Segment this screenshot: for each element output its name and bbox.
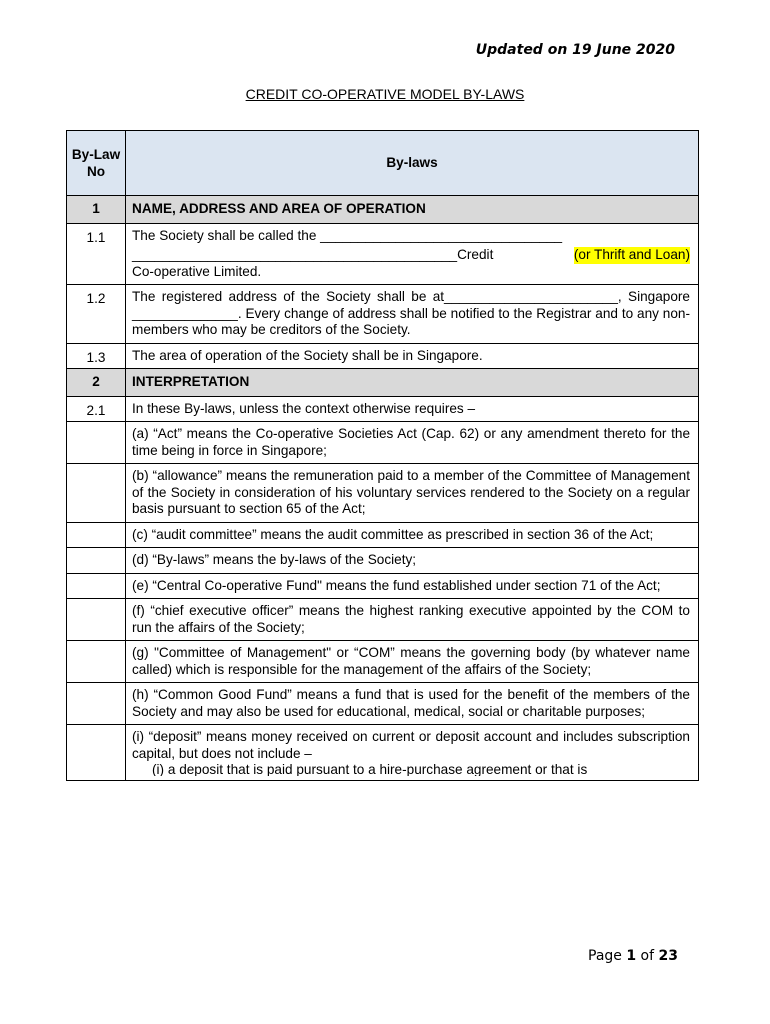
section-row	[67, 369, 699, 397]
thrift-loan-highlight: (or Thrift and Loan)	[573, 247, 690, 262]
table-row	[67, 522, 699, 548]
table-row	[67, 223, 699, 285]
definition-a: (a) “Act” means the Co-operative Societies Act (Cap. 62) or any amendment thereto for the time being in force in Singapore;	[126, 422, 699, 464]
definition-c: (c) “audit committee” means the audit committee as prescribed in section 36 of the Act;	[126, 522, 699, 548]
table-row	[67, 641, 699, 683]
table-row	[67, 683, 699, 725]
bylaw-number	[67, 522, 126, 548]
table-row	[67, 725, 699, 781]
definition-f: (f) “chief executive officer” means the highest ranking executive appointed by the COM to run the affairs of the Society;	[126, 599, 699, 641]
table-row	[67, 548, 699, 574]
col-header-no: By-Law No	[67, 131, 126, 196]
definition-g: (g) "Committee of Management" or “COM” means the governing body (by whatever name called) which is responsible for the management of the affairs of the Society;	[126, 641, 699, 683]
bylaw-number	[67, 599, 126, 641]
table-row	[67, 343, 699, 369]
society-name-line-3: Co-operative Limited.	[132, 263, 262, 279]
bylaw-number: 1.3	[67, 343, 126, 369]
bylaw-number	[67, 548, 126, 574]
table-row	[67, 422, 699, 464]
definition-i-text: (i) “deposit” means money received on current or deposit account and includes subscription capital, but does not include –	[132, 729, 690, 761]
society-name-blank: ___________________________________________Credit	[132, 247, 494, 262]
bylaw-number: 1.1	[67, 223, 126, 285]
table-row	[67, 599, 699, 641]
definition-h: (h) “Common Good Fund” means a fund that is used for the benefit of the members of the Society and may also be used for educational, medical, social or charitable purposes;	[126, 683, 699, 725]
definition-e: (e) “Central Co-operative Fund" means the fund established under section 71 of the Act;	[126, 573, 699, 599]
bylaw-number	[67, 422, 126, 464]
bylaw-text	[126, 223, 699, 285]
bylaw-number	[67, 573, 126, 599]
bylaw-number	[67, 683, 126, 725]
table-row	[67, 573, 699, 599]
table-row	[67, 464, 699, 523]
table-header-row	[67, 131, 699, 196]
page-mid: of	[636, 948, 659, 964]
col-header-bylaws: By-laws	[126, 131, 699, 196]
page-prefix: Page	[588, 948, 627, 964]
section-row	[67, 196, 699, 224]
definition-d: (d) “By-laws” means the by-laws of the Society;	[126, 548, 699, 574]
bylaw-number	[67, 464, 126, 523]
definition-b: (b) “allowance” means the remuneration paid to a member of the Committee of Management of the Society in consideration of his voluntary services rendered to the Society on a regular basis pursuant to section 65 of the Act;	[126, 464, 699, 523]
bylaw-number: 2.1	[67, 396, 126, 422]
section-title: NAME, ADDRESS AND AREA OF OPERATION	[126, 196, 699, 224]
table-row	[67, 396, 699, 422]
bylaw-number	[67, 725, 126, 781]
section-number: 1	[67, 196, 126, 224]
table-row	[67, 285, 699, 344]
bylaw-text: In these By-laws, unless the context otherwise requires –	[126, 396, 699, 422]
page-total: 23	[658, 948, 678, 964]
bylaws-table	[66, 130, 699, 781]
society-name-line-2	[132, 247, 690, 264]
document-title: CREDIT CO-OPERATIVE MODEL BY-LAWS	[245, 86, 525, 102]
bylaw-text: The registered address of the Society shall be at_______________________, Singapore ______________. Every change of address shall be notified to the Registrar and to any non-members who may be creditors of the Society.	[126, 285, 699, 344]
updated-date: Updated on 19 June 2020	[475, 42, 675, 58]
bylaw-number: 1.2	[67, 285, 126, 344]
definition-i	[126, 725, 699, 781]
society-name-line-1: The Society shall be called the ________________________________	[132, 227, 563, 243]
page-number	[588, 948, 678, 964]
bylaw-number	[67, 641, 126, 683]
definition-i-sub-i: (i) a deposit that is paid pursuant to a hire-purchase agreement or that is	[152, 762, 588, 776]
page-current: 1	[626, 948, 637, 964]
section-number: 2	[67, 369, 126, 397]
bylaw-text: The area of operation of the Society shall be in Singapore.	[126, 343, 699, 369]
section-title: INTERPRETATION	[126, 369, 699, 397]
